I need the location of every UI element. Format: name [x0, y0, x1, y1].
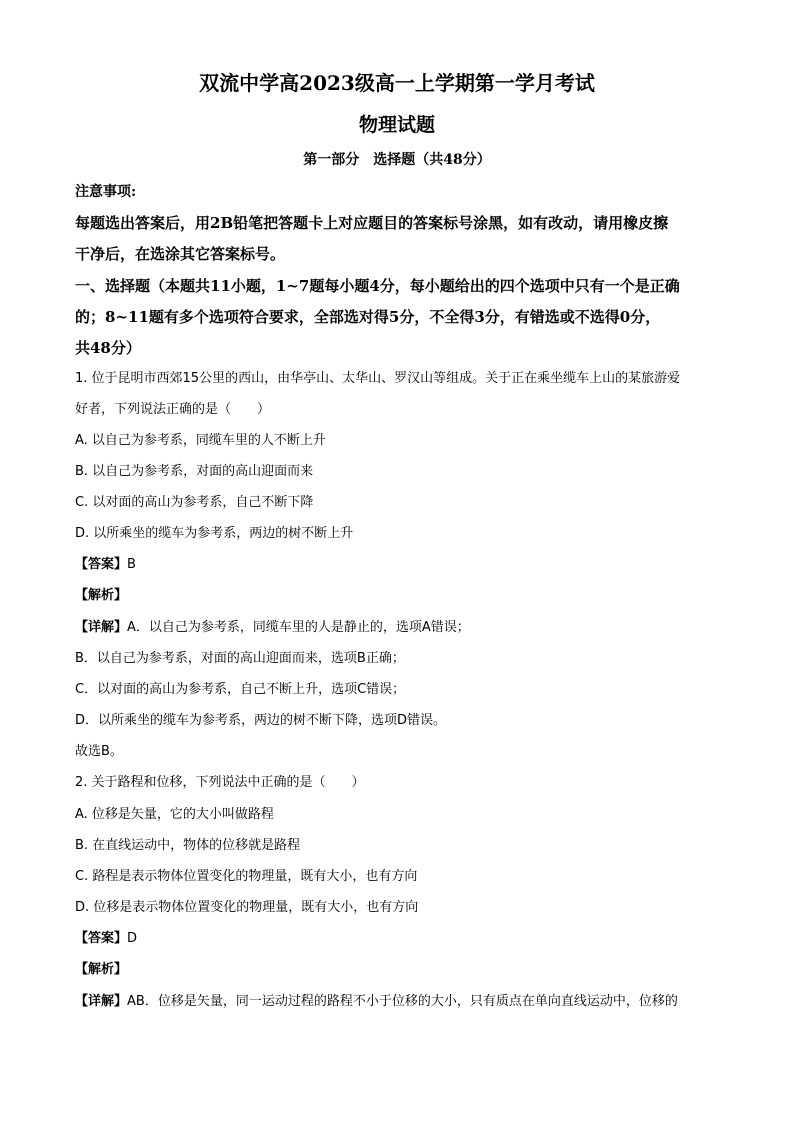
q2-stem: 2. 关于路程和位移，下列说法中正确的是（ ）	[75, 775, 365, 790]
q2-answer	[75, 929, 724, 949]
q1-option-c: C. 以对面的高山为参考系，自己不断下降	[75, 495, 314, 510]
q2-option-a: A. 位移是矢量，它的大小叫做路程	[75, 807, 274, 822]
detail-tag: 【详解】	[75, 994, 128, 1009]
q2-option-c: C. 路程是表示物体位置变化的物理量，既有大小，也有方向	[75, 869, 418, 884]
part1-instructions-line-3: 共48分）	[75, 339, 141, 357]
q1-option-a: A. 以自己为参考系，同缆车里的人不断上升	[75, 433, 326, 448]
q1-detail-line-1: 【详解】A．以自己为参考系，同缆车里的人是静止的，选项A错误；	[75, 620, 470, 635]
q2-option-b: B. 在直线运动中，物体的位移就是路程	[75, 838, 301, 853]
q1-detail-line-4: D．以所乘坐的缆车为参考系，两边的树不断下降，选项D错误。	[75, 713, 447, 728]
q2-analysis-tag: 【解析】	[75, 962, 128, 977]
part1-instructions-line-1: 一、选择题（本题共11小题，1~7题每小题4分，每小题给出的四个选项中只有一个是正确	[75, 277, 680, 295]
notice-heading: 注意事项:	[75, 184, 137, 200]
q1-answer	[75, 555, 724, 575]
exam-title: 双流中学高2023级高一上学期第一学月考试	[199, 71, 595, 95]
notice-line-2: 干净后，在选涂其它答案标号。	[75, 245, 286, 263]
subject-title: 物理试题	[358, 114, 435, 136]
q1-analysis-tag: 【解析】	[75, 588, 128, 603]
part1-instructions-line-2: 的；8~11题有多个选项符合要求，全部选对得5分，不全得3分，有错选或不选得0分，	[75, 308, 661, 326]
q1-option-b: B. 以自己为参考系，对面的高山迎面而来	[75, 464, 314, 479]
answer-tag: 【答案】	[75, 931, 128, 946]
q1-conclusion: 故选B。	[75, 744, 123, 759]
section-heading: 第一部分 选择题（共48分）	[303, 152, 491, 168]
q1-option-d: D. 以所乘坐的缆车为参考系，两边的树不断上升	[75, 526, 354, 541]
q1-stem-line-1: 1. 位于昆明市西郊15公里的西山，由华亭山、太华山、罗汉山等组成。关于正在乘坐缆车上山的某旅游爱	[75, 371, 681, 386]
q1-detail-line-3: C．以对面的高山为参考系，自己不断上升，选项C错误；	[75, 682, 406, 697]
detail-tag: 【详解】	[75, 620, 128, 635]
q1-detail-line-2: B．以自己为参考系，对面的高山迎面而来，选项B正确；	[75, 651, 405, 666]
notice-line-1: 每题选出答案后，用2B铅笔把答题卡上对应题目的答案标号涂黑，如有改动，请用橡皮擦	[75, 214, 669, 232]
answer-tag: 【答案】	[75, 557, 128, 572]
q2-option-d: D. 位移是表示物体位置变化的物理量，既有大小，也有方向	[75, 900, 419, 915]
answer-value: B	[127, 557, 136, 572]
q2-detail-line-1: 【详解】AB．位移是矢量，同一运动过程的路程不小于位移的大小，只有质点在单向直线运动中，位移的	[75, 994, 678, 1009]
answer-value: D	[127, 931, 138, 946]
q1-stem-line-2: 好者，下列说法正确的是（ ）	[75, 402, 271, 417]
